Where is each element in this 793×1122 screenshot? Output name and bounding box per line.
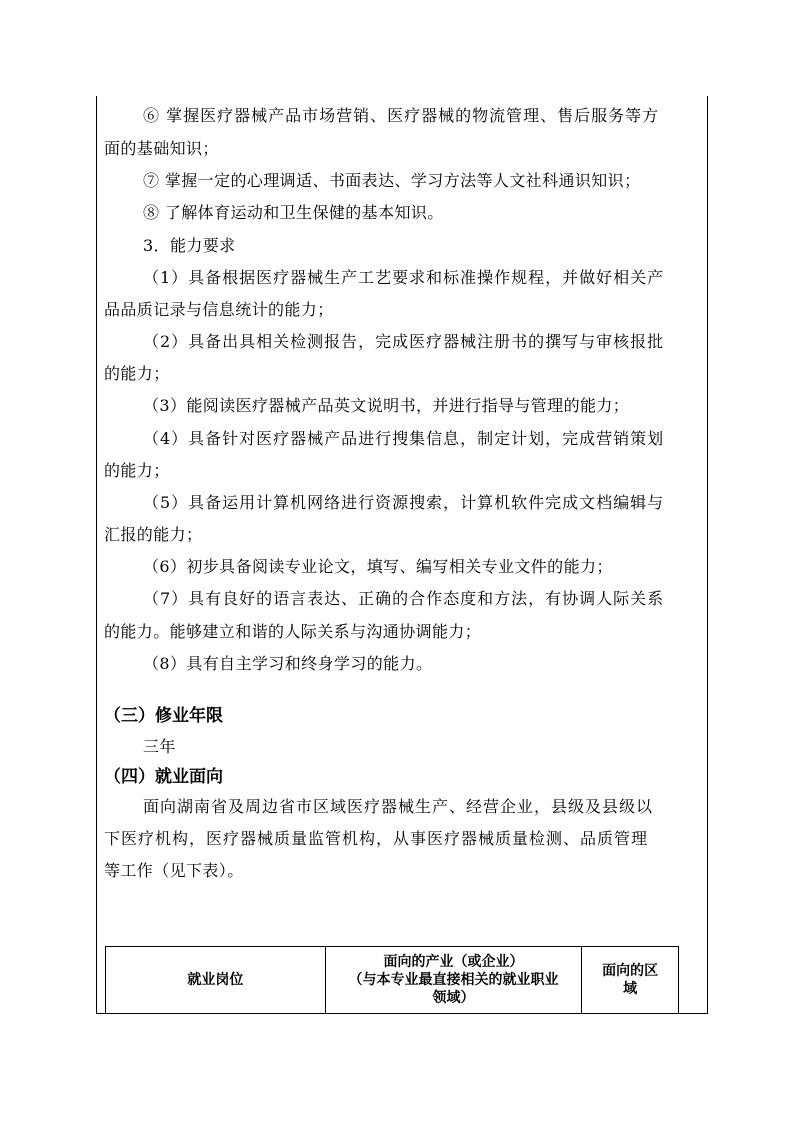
duration-text: 三年 (143, 737, 176, 756)
employment-line-1: 面向湖南省及周边省市区域医疗器械生产、经营企业，县级及县级以 (143, 797, 654, 816)
employment-table (105, 946, 679, 1014)
ability-item-1-line1: （1）具备根据医疗器械生产工艺要求和标准操作规程，并做好相关产 (143, 268, 665, 287)
ability-item-4-line2: 的能力； (104, 461, 170, 480)
table-header-industry-line1: 面向的产业（或企业） (383, 954, 524, 970)
ability-item-1-line2: 品品质记录与信息统计的能力； (104, 300, 334, 319)
table-header-industry-line3: 领域） (432, 990, 475, 1006)
employment-line-3: 等工作（见下表）。 (104, 861, 244, 880)
knowledge-item-7: ⑦ 掌握一定的心理调适、书面表达、学习方法等人文社科通识知识； (143, 171, 641, 190)
ability-item-6: （6）初步具备阅读专业论文，填写、编写相关专业文件的能力； (143, 557, 613, 576)
ability-title: 3．能力要求 (143, 236, 236, 255)
ability-item-3: （3）能阅读医疗器械产品英文说明书，并进行指导与管理的能力； (143, 396, 630, 415)
ability-item-5-line1: （5）具备运用计算机网络进行资源搜索，计算机软件完成文档编辑与 (143, 493, 665, 512)
ability-item-7-line2: 的能力。能够建立和谐的人际关系与沟通协调能力； (104, 622, 482, 641)
ability-item-2-line1: （2）具备出具相关检测报告，完成医疗器械注册书的撰写与审核报批 (143, 332, 665, 351)
ability-item-5-line2: 汇报的能力； (104, 525, 203, 544)
knowledge-item-6-line2: 面的基础知识； (104, 139, 219, 158)
knowledge-item-8: ⑧ 了解体育运动和卫生保健的基本知识。 (143, 203, 444, 222)
duration-heading: （三）修业年限 (104, 706, 223, 726)
table-header-industry (325, 947, 581, 1014)
table-header-industry-line2: （与本专业最直接相关的就业职业 (348, 972, 559, 988)
employment-heading: （四）就业面向 (104, 767, 223, 787)
table-header-row (106, 947, 679, 1014)
table-header-region-line1: 面向的区 (602, 963, 659, 979)
table-header-region (582, 947, 679, 1014)
ability-item-2-line2: 的能力； (104, 364, 170, 383)
table-header-position-label: 就业岗位 (187, 972, 244, 988)
employment-line-2: 下医疗机构，医疗器械质量监管机构，从事医疗器械质量检测、品质管理 (104, 829, 649, 848)
table-header-region-line2: 域 (623, 981, 638, 997)
knowledge-item-6-line1: ⑥ 掌握医疗器械产品市场营销、医疗器械的物流管理、售后服务等方 (143, 106, 660, 125)
table-header-position (106, 947, 326, 1014)
ability-item-7-line1: （7）具有良好的语言表达、正确的合作态度和方法，有协调人际关系 (143, 589, 665, 608)
ability-item-4-line1: （4）具备针对医疗器械产品进行搜集信息，制定计划，完成营销策划 (143, 429, 665, 448)
ability-item-8: （8）具有自主学习和终身学习的能力。 (143, 654, 433, 673)
